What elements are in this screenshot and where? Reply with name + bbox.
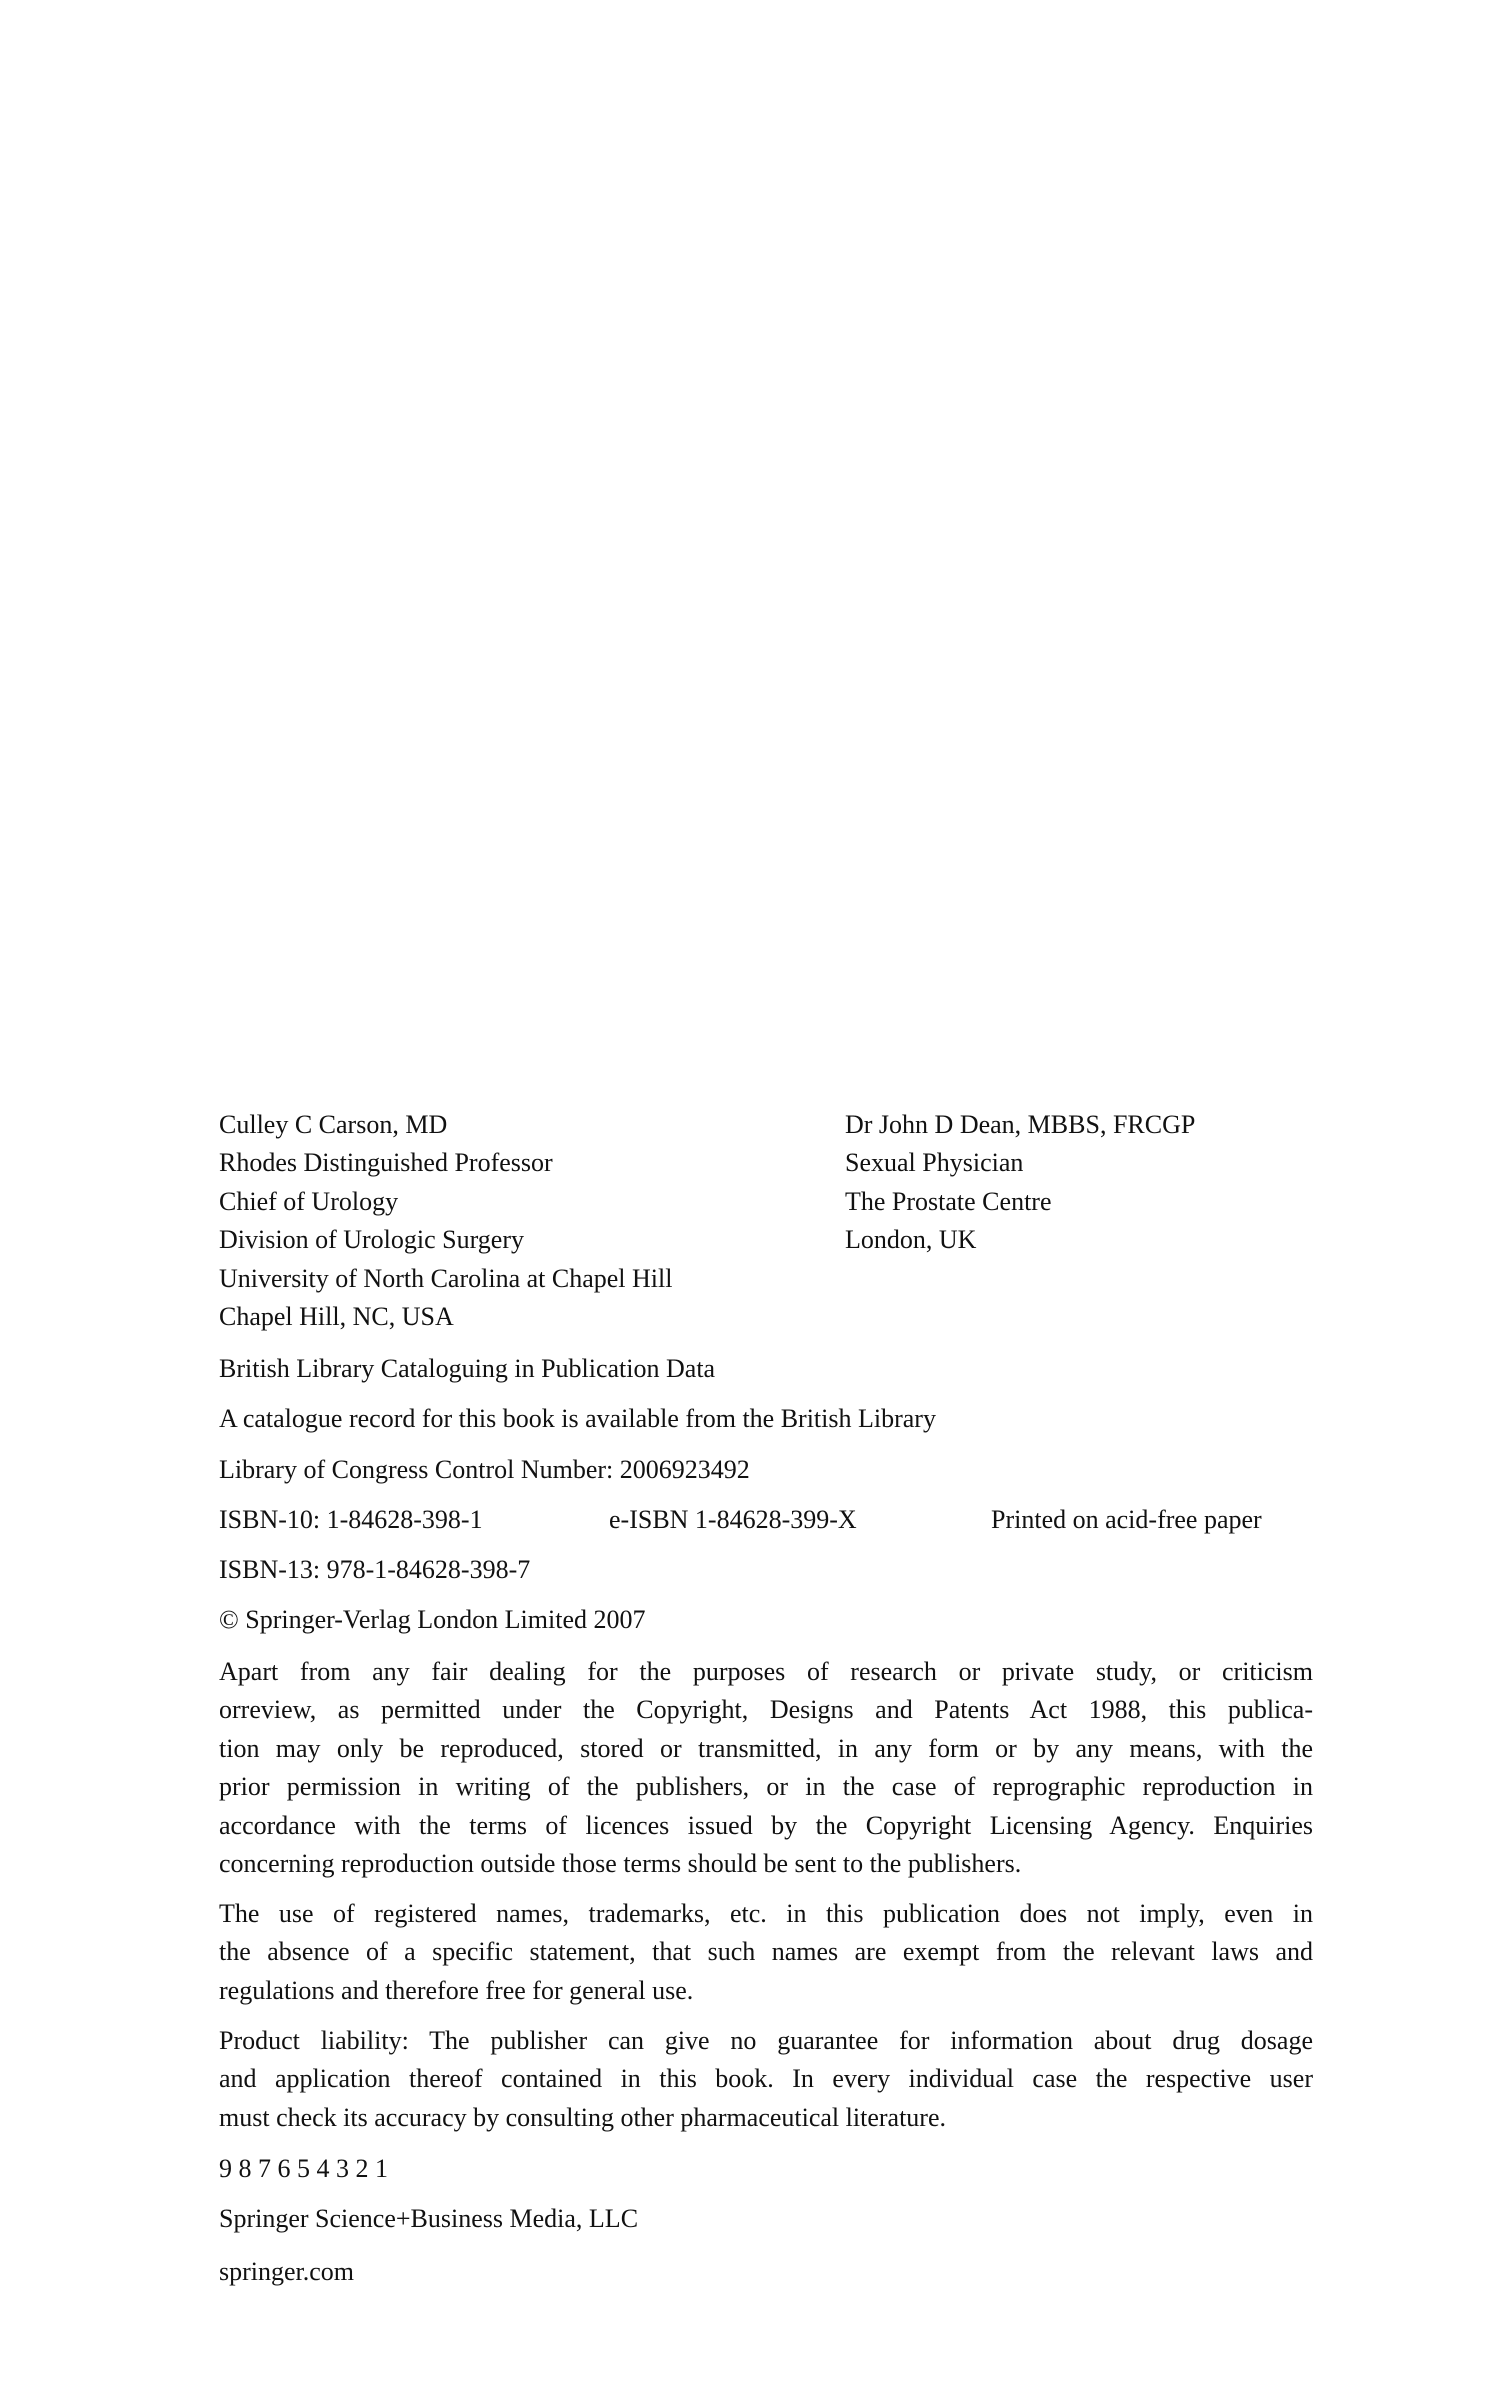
paragraph-line: and application thereof contained in this book. In every individual case the respective user [219,2064,1313,2094]
printing-line: 9 8 7 6 5 4 3 2 1 [219,2154,388,2183]
isbn-10: ISBN-10: 1-84628-398-1 [219,1505,483,1534]
paragraph-line: tion may only be reproduced, stored or transmitted, in any form or by any means, with the [219,1733,1313,1763]
trademark-paragraph [219,1895,1313,2010]
author-2-line: The Prostate Centre [845,1186,1052,1216]
author-1-line: Rhodes Distinguished Professor [219,1148,553,1178]
author-1-line: University of North Carolina at Chapel Hill [219,1263,673,1293]
author-2-name: Dr John D Dean, MBBS, FRCGP [845,1110,1196,1139]
author-1-line: Chief of Urology [219,1186,399,1216]
author-2-line: London, UK [845,1225,977,1255]
copyright-notice: © Springer-Verlag London Limited 2007 [219,1605,646,1634]
author-1-line: Chapel Hill, NC, USA [219,1302,454,1332]
author-1-address [219,1106,672,1336]
liability-paragraph [219,2022,1313,2137]
paragraph-line: accordance with the terms of licences issued by the Copyright Licensing Agency. Enquiries [219,1810,1313,1840]
author-1-name: Culley C Carson, MD [219,1110,448,1139]
author-2-line: Sexual Physician [845,1148,1024,1178]
publisher-name: Springer Science+Business Media, LLC [219,2204,639,2233]
cip-heading: British Library Cataloguing in Publication Data [219,1354,716,1383]
paragraph-line: Apart from any fair dealing for the purposes of research or private study, or criticism [219,1657,1313,1686]
paragraph-line: the absence of a specific statement, that such names are exempt from the relevant laws and [219,1937,1313,1967]
loc-control-number: Library of Congress Control Number: 2006923492 [219,1455,750,1484]
e-isbn: e-ISBN 1-84628-399-X [609,1505,857,1534]
paragraph-line: regulations and therefore free for general use. [219,1975,694,2005]
paper-note: Printed on acid-free paper [991,1505,1262,1534]
paragraph-line: Product liability: The publisher can give no guarantee for information about drug dosage [219,2026,1313,2055]
paragraph-line: orreview, as permitted under the Copyright, Designs and Patents Act 1988, this publica- [219,1695,1313,1725]
catalogue-record: A catalogue record for this book is available from the British Library [219,1404,936,1433]
paragraph-line: The use of registered names, trademarks, etc. in this publication does not imply, even in [219,1899,1313,1928]
author-1-line: Division of Urologic Surgery [219,1225,524,1255]
copyright-paragraph [219,1653,1313,1883]
isbn-13: ISBN-13: 978-1-84628-398-7 [219,1555,531,1584]
paragraph-line: prior permission in writing of the publishers, or in the case of reprographic reproduction in [219,1772,1313,1802]
author-2-address [845,1106,1195,1260]
publisher-website: springer.com [219,2257,355,2286]
paragraph-line: concerning reproduction outside those terms should be sent to the publishers. [219,1849,1022,1879]
paragraph-line: must check its accuracy by consulting other pharmaceutical literature. [219,2102,946,2132]
